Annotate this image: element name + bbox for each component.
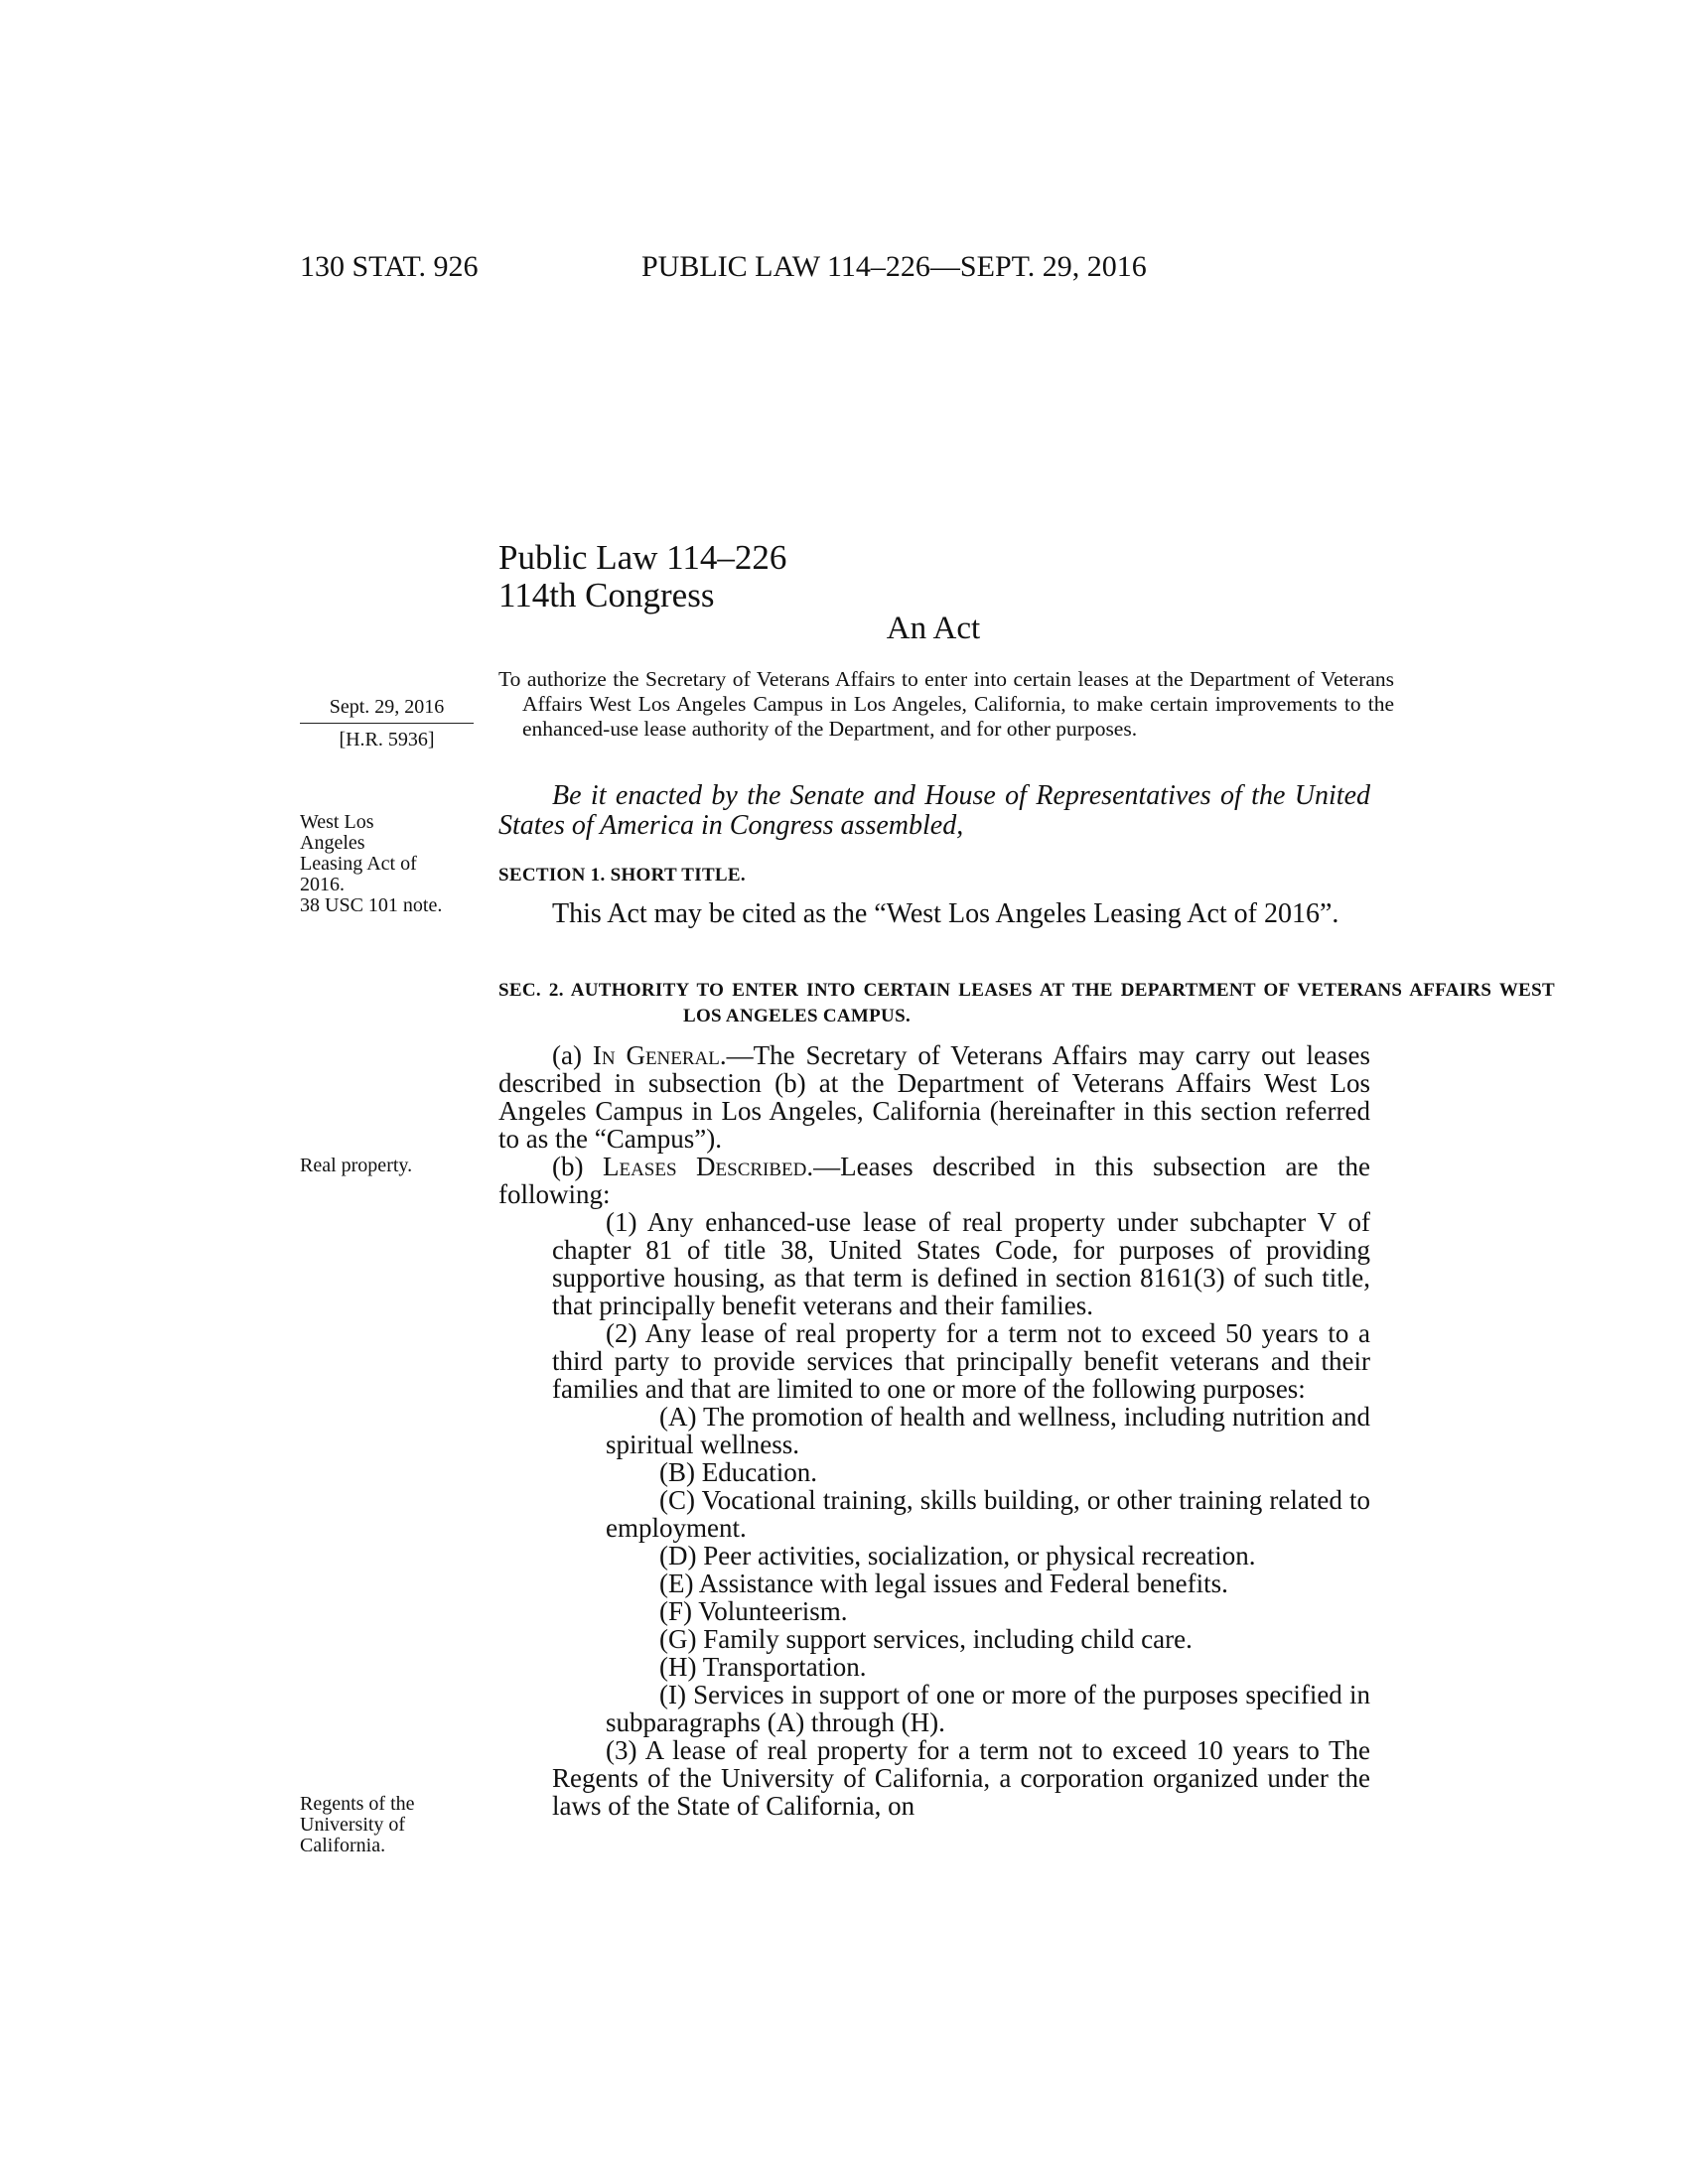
public-law-number: Public Law 114–226 bbox=[498, 538, 787, 577]
congress-number: 114th Congress bbox=[498, 576, 715, 614]
subsection-a-caption: In General bbox=[592, 1040, 720, 1070]
subsection-a-label: (a) bbox=[552, 1040, 593, 1070]
paragraph-1: (1) Any enhanced-use lease of real property under subchapter V of chapter 81 of title 38, United States Code, for purposes of providing supportive housing, as that term is defined in section 8161(3) of such title, that principally benefit veterans and their families. bbox=[552, 1207, 1370, 1320]
section-1-heading: SECTION 1. SHORT TITLE. bbox=[498, 865, 746, 886]
bill-number: [H.R. 5936] bbox=[339, 729, 435, 751]
long-title: To authorize the Secretary of Veterans Affairs to enter into certain leases at the Department of Veterans Affairs West Los Angeles Campus in Los Angeles, California, to make certain improvements to the enhanced-use lease authority of the Department, and for other purposes. bbox=[498, 667, 1394, 741]
approval-date: Sept. 29, 2016 bbox=[329, 696, 445, 718]
subparagraph-d: (D) Peer activities, socialization, or physical recreation. bbox=[659, 1541, 1256, 1570]
running-header-title: PUBLIC LAW 114–226—SEPT. 29, 2016 bbox=[641, 250, 1147, 283]
act-title: An Act bbox=[886, 611, 981, 646]
short-title-note: West Los Angeles Leasing Act of 2016. bbox=[300, 811, 417, 895]
page-stat-citation: 130 STAT. 926 bbox=[300, 250, 479, 283]
section-2-heading: SEC. 2. AUTHORITY TO ENTER INTO CERTAIN LEASES AT THE DEPARTMENT OF VETERANS AFFAIRS WEST LOS ANGELES CAMPUS. bbox=[498, 980, 1555, 1026]
subsection-b bbox=[498, 1153, 1370, 1208]
subsection-b-text: .—Leases described in this subsection are the following: bbox=[498, 1152, 1370, 1209]
section-1-text: This Act may be cited as the “West Los Angeles Leasing Act of 2016”. bbox=[552, 898, 1339, 929]
note-divider bbox=[300, 723, 474, 724]
subsection-b-caption: Leases Described bbox=[602, 1152, 807, 1181]
enacting-clause: Be it enacted by the Senate and House of Representatives of the United States of America in Congress assembled, bbox=[498, 780, 1370, 841]
paragraph-2: (2) Any lease of real property for a term not to exceed 50 years to a third party to provide services that principally benefit veterans and their families and that are limited to one or more of the following purposes: bbox=[552, 1318, 1370, 1404]
date-bill-note bbox=[300, 692, 474, 754]
subsection-b-label: (b) bbox=[552, 1152, 603, 1181]
subsection-a-text: .—The Secretary of Veterans Affairs may carry out leases described in subsection (b) at the Department of Veterans Affairs West Los Angeles Campus in Los Angeles, California (hereinafter in this section referred to as the “Campus”). bbox=[498, 1040, 1370, 1154]
paragraph-3: (3) A lease of real property for a term not to exceed 10 years to The Regents of the University of California, a corporation organized under the laws of the State of California, on bbox=[552, 1735, 1370, 1821]
margin-note-real-property: Real property. bbox=[300, 1155, 413, 1176]
subparagraph-e: (E) Assistance with legal issues and Federal benefits. bbox=[659, 1569, 1228, 1598]
subparagraph-h: (H) Transportation. bbox=[659, 1652, 867, 1682]
margin-note-regents: Regents of the University of California. bbox=[300, 1793, 415, 1856]
law-heading bbox=[498, 539, 786, 614]
subsection-a bbox=[498, 1041, 1370, 1153]
section-2-body bbox=[498, 1041, 1370, 1820]
subparagraph-i: (I) Services in support of one or more of the purposes specified in subparagraphs (A) through (H). bbox=[606, 1680, 1370, 1737]
usc-note: 38 USC 101 note. bbox=[300, 894, 443, 916]
subparagraph-c: (C) Vocational training, skills building, or other training related to employment. bbox=[606, 1485, 1370, 1543]
subparagraph-b: (B) Education. bbox=[659, 1457, 817, 1487]
subparagraph-g: (G) Family support services, including child care. bbox=[659, 1624, 1193, 1654]
subparagraph-f: (F) Volunteerism. bbox=[659, 1596, 848, 1626]
subparagraph-a: (A) The promotion of health and wellness, including nutrition and spiritual wellness. bbox=[606, 1402, 1370, 1459]
margin-note-short-title bbox=[300, 812, 474, 916]
